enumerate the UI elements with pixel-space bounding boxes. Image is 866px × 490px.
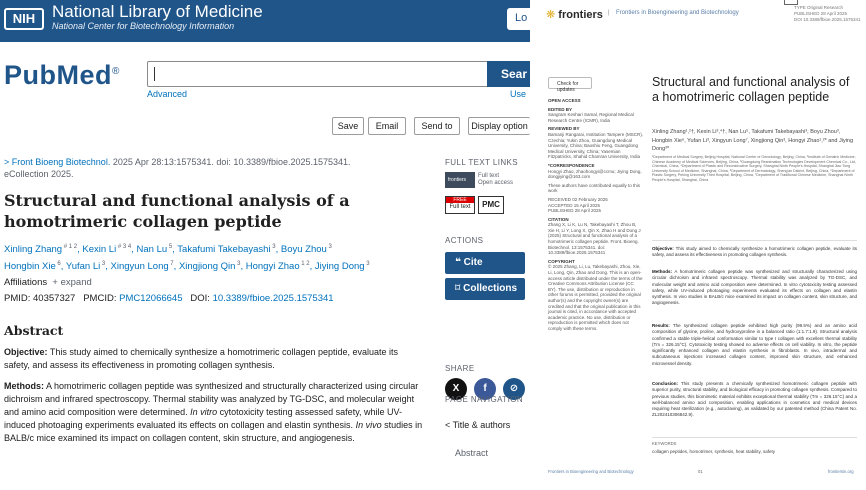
x-share-icon[interactable]: X xyxy=(445,378,467,400)
author-line-2: Hongbin Xie $^6$, Yufan Li $^3$, Xingyun Long $^7$, Xingjiong Qin $^3$, Hongyi Zhao $^{1 2}$, Jiying Dong $^3$ xyxy=(4,261,370,273)
abstract-heading: Abstract xyxy=(4,323,64,338)
author-affiliation-number: 6 xyxy=(55,261,61,268)
pdf-citation: Zhang X, Li K, Lu N, Takebayashi T, Zhou B, Xie H, Li Y, Long X, Qin X, Zhao H and Dong J (2025) Structural and functional analysis of a homotrimeric collagen peptide. Front. Bioeng. Biotechnol. 13:1575341. doi: 10.3389/fbioe.2025.1575341 xyxy=(548,222,641,256)
pmcid-link[interactable]: PMC12066645 xyxy=(119,293,183,304)
article-title: Structural and functional analysis of a homotrimeric collagen peptide xyxy=(4,191,350,231)
article-meta xyxy=(794,5,866,23)
doi-link[interactable]: 10.3389/fbioe.2025.1575341 xyxy=(212,293,334,304)
registered-mark: ® xyxy=(112,66,120,77)
author-link[interactable] xyxy=(4,261,61,272)
pdf-footer-journal: Frontiers in Bioengineering and Biotechnology xyxy=(548,469,634,474)
objective-text: This study aimed to chemically synthesize a homotrimeric collagen peptide, evaluate its safety, and assess its effectiveness in promoting collagen synthesis. xyxy=(4,347,399,370)
methods-text-b: cytotoxicity testing assessed safety, while UV-induced photoaging experiments evaluated its effects on collagen and elastin synthesis. xyxy=(4,407,403,430)
author-affiliation-number: 1 2 xyxy=(299,261,310,268)
citation-details: 2025 Apr 28:13:1575341. doi: 10.3389/fbioe.2025.1575341. xyxy=(110,157,351,167)
pdf-meta-column xyxy=(548,98,643,332)
author-affiliation-number: 3 xyxy=(364,261,370,268)
pubmed-logo-pub: Pub xyxy=(4,60,57,90)
free-badge: FREE xyxy=(446,197,474,203)
author-link[interactable] xyxy=(137,244,173,255)
methods-label: Methods: xyxy=(4,381,44,391)
author-link[interactable] xyxy=(66,261,105,272)
display-options-button[interactable]: Display option xyxy=(468,117,530,135)
pdf-objective xyxy=(652,246,857,259)
open-access-heading: OPEN ACCESS xyxy=(548,98,581,103)
author-link[interactable] xyxy=(111,261,174,272)
frontiers-logo xyxy=(546,8,603,21)
identifiers xyxy=(4,293,334,304)
affiliations-label: Affiliations xyxy=(4,277,48,288)
citation xyxy=(4,156,424,180)
expand-toggle[interactable]: + expand xyxy=(52,277,92,288)
divider xyxy=(652,240,857,241)
received-date: RECEIVED 02 February 2025 xyxy=(548,196,608,202)
copyright: © 2025 Zhang, Li, Lu, Takebayashi, Zhou, Xie, Li, Long, Qin, Zhao and Dong. This is an open-access article distributed under the terms of the Creative Commons Attribution License (CC BY). The use, distribution or reproduction in other forums is permitted, provided the original author(s) and the copyright owner(s) are credited and that the original publication in this journal is cited, in accordance with accepted academic practice. No use, distribution or reproduction is permitted which does not comply with these terms. xyxy=(548,264,643,331)
author-name: Kexin Li xyxy=(82,244,117,256)
published-date: PUBLISHED 28 April 2025 xyxy=(548,208,602,214)
author-name: Boyu Zhou xyxy=(280,244,327,256)
open-access-label xyxy=(478,173,513,187)
reviewed-by: Bamanji Rangarai, Institution Tampere (MSCR), Czechia; Yukin Zhou, Guangdong Medical University, China; Baoshiu Feng, Guangdong Medical University, China; Yasemian Fitzpatricks, Shahid Chamran University, India xyxy=(548,131,643,160)
author-affiliation-number: 3 xyxy=(235,261,241,268)
accepted-date: ACCEPTED 15 April 2025 xyxy=(548,202,601,208)
author-link[interactable] xyxy=(82,244,131,255)
journal-link[interactable]: > Front Bioeng Biotechnol. xyxy=(4,157,111,167)
author-name: Jiying Dong xyxy=(314,261,365,273)
affiliations[interactable] xyxy=(4,277,92,288)
author-link[interactable] xyxy=(179,261,241,272)
pdf-results-text: The synthesized collagen peptide exhibited high purity (99.5%) and an amino acid composition of glycine, proline, and hydroxyproline in a balanced ratio (1:1.7:1.9). Structural analysis confirmed a stable triple-helical conformation similar to type I collagen with excellent thermal stability (Tm = 326.15°C). Cytotoxicity testing showed no adverse effects on cell viability. In vitro, the peptide significantly enhanced collagen and elastin synthesis in fibroblasts. In vivo, intradermal and subcutaneous injections increased collagen content, improved skin structure, and enhanced microvessel density. xyxy=(652,323,858,366)
pdf-methods xyxy=(652,269,857,307)
methods-italic-a: In vitro xyxy=(190,407,218,417)
free-fulltext-label: Full text xyxy=(449,204,471,210)
email-button[interactable]: Email xyxy=(368,117,406,135)
author-affiliation-number: 5 xyxy=(167,244,173,250)
keywords-heading: KEYWORDS xyxy=(652,441,677,446)
pdf-footer-site: frontiersin.org xyxy=(828,469,854,474)
pmid: PMID: 40357327 xyxy=(4,293,76,304)
keywords: collagen peptides, homotrimer, synthesis, heat stability, safety xyxy=(652,449,775,454)
pdf-preview xyxy=(538,0,866,490)
abstract-objective xyxy=(4,346,424,372)
pdf-title: Structural and functional analysis of a homotrimeric collagen peptide xyxy=(652,75,850,104)
pdf-methods-label: Methods: xyxy=(652,269,672,274)
actions-heading: ACTIONS xyxy=(445,236,484,245)
methods-text-a: A homotrimeric collagen peptide was synthesized and structurally characterized using circular dichroism and infrared spectroscopy. Thermal stability was analyzed by TG-DSC, and molecular weight and amino acid composition were determined. xyxy=(4,381,419,417)
journal-name: Frontiers in Bioengineering and Biotechnology xyxy=(616,10,739,16)
divider xyxy=(652,437,857,438)
login-button[interactable]: Lo xyxy=(507,8,530,30)
search-button[interactable]: Sear xyxy=(487,61,530,87)
author-line-1: Xinling Zhang $^{\# 1 2}$, Kexin Li $^{\# 3 4}$, Nan Lu $^5$, Takafumi Takebayashi $^3$, Boyu Zhou $^3$ xyxy=(4,244,332,256)
pdf-affiliations: ¹Department of Medical Surgery, Beijing Hospital, National Center of Gerontology, Beijing, China, ²Institute of Geriatric Medicine, Chinese Academy of Medical Sciences, Beijing, China, ³Guangdong Reanimation Technologies Development Chemical Co., Ltd, Chemical, China, ⁴Department of Plastic and Reconstructive Surgery, Shanghai Ninth People's Hospital, Shanghai Jiao Tong University School of Medicine, Shanghai, China, ⁵Department of Dermatology, Sheng'an District, Beijing, China, ⁶Department of Plastic Surgery, Peking University Third Hospital, Beijing, China, ⁷Department of Traditional Chinese Medicine, Shanghai Ninth People's Hospital, Shanghai, China xyxy=(652,155,856,182)
edited-by: Sangram Keshari Samal, Regional Medical Research Centre (ICMR), India xyxy=(548,112,634,123)
header-separator: | xyxy=(608,10,610,16)
pdf-authors: Xinling Zhang¹,²†, Kexin Li³,⁴†, Nan Lu⁵, Takafumi Takebayashi³, Boyu Zhou³, Hongbin Xie⁶, Yufan Li³, Xingyun Long⁷, Xingjiong Qin³, Hongyi Zhao¹,²* and Jiying Dong³* xyxy=(652,129,854,152)
methods-text-c: studies in BALB/c mice examined its impact on collagen content, skin structure, and angiogenesis. xyxy=(4,420,423,443)
author-list xyxy=(4,240,424,274)
author-name: Hongyi Zhao xyxy=(245,261,300,273)
send-to-button[interactable]: Send to xyxy=(414,117,460,135)
pdf-objective-label: Objective: xyxy=(652,246,674,251)
author-link[interactable] xyxy=(177,244,275,255)
equal-contribution-note: These authors have contributed equally to this work xyxy=(548,182,641,194)
author-name: Xinling Zhang xyxy=(4,244,63,256)
nlm-header xyxy=(0,0,530,42)
advanced-search-link[interactable]: Advanced xyxy=(147,89,188,99)
nav-abstract[interactable]: Abstract xyxy=(455,448,489,458)
nav-title-authors[interactable]: < Title & authors xyxy=(445,420,511,430)
save-button[interactable]: Save xyxy=(332,117,364,135)
full-text-links-heading: FULL TEXT LINKS xyxy=(445,158,518,167)
author-affiliation-number: # 3 4 xyxy=(116,244,132,250)
author-link[interactable] xyxy=(315,261,370,272)
copyright-heading: COPYRIGHT xyxy=(548,258,575,264)
pdf-page-number: 01 xyxy=(698,469,703,474)
author-name: Takafumi Takebayashi xyxy=(177,244,271,256)
nih-logo[interactable]: NIH xyxy=(4,8,44,30)
meta-type: TYPE Original Research xyxy=(794,5,844,10)
nlm-subtitle: National Center for Biotechnology Information xyxy=(52,21,235,31)
pdf-conclusion-text: This study presents a chemically synthesized homotrimeric collagen peptide with superior purity, structural stability, and biological efficacy in promoting collagen synthesis. Compared to previous studies, this biomimetic material exhibits exceptional thermal stability (Tm = 326.15°C) and a well-balanced amino acid composition, enabling applications in cosmetics and medical devices requiring heat sterilization (e.g., autoclaving), as validated by our patented method (China Patent No. ZL202410306842.9). xyxy=(652,381,858,418)
user-guide-link[interactable]: Use xyxy=(510,89,527,99)
correspondence: Hongyi Zhao, zhaohongyi@ccmu; Jiying Dong, dongjiying@163.com xyxy=(548,168,642,180)
author-name: Nan Lu xyxy=(136,244,168,256)
edited-by-heading: EDITED BY xyxy=(548,106,573,112)
oa-line2: Open access xyxy=(478,180,514,186)
pdf-objective-text: This study aimed to chemically synthesize a homotrimeric collagen peptide, evaluate its safety, and assess its effectiveness in promoting collagen synthesis. xyxy=(652,246,857,258)
author-link[interactable] xyxy=(281,244,332,255)
text-caret xyxy=(154,67,155,81)
facebook-share-icon[interactable]: f xyxy=(474,378,496,400)
author-name: Xingyun Long xyxy=(110,261,169,273)
page-navigation-heading: PAGE NAVIGATION xyxy=(445,395,524,404)
oa-line1: Full text xyxy=(478,173,500,179)
author-link[interactable] xyxy=(4,244,77,255)
author-affiliation-number: 3 xyxy=(326,244,332,250)
author-link[interactable] xyxy=(246,261,310,272)
author-affiliation-number: # 1 2 xyxy=(62,244,78,250)
pdf-methods-text: A homotrimeric collagen peptide was synthesized and structurally characterized using circular dichroism and infrared spectroscopy. Thermal stability was analyzed by TG-DSC, and molecular weight and amino acid composition were determined. In vitro cytotoxicity testing assessed safety, while UV-induced photoaging experiments evaluated its effects on collagen and elastin synthesis. In vivo studies in BALB/c mice examined its impact on collagen content, skin structure, and angiogenesis. xyxy=(652,269,857,306)
author-name: Yufan Li xyxy=(65,261,101,273)
methods-italic-b: In vivo xyxy=(355,420,382,430)
reviewed-by-heading: REVIEWED BY xyxy=(548,126,580,132)
pdf-results xyxy=(652,323,857,367)
author-affiliation-number: 3 xyxy=(100,261,106,268)
pmcid-label: PMCID: xyxy=(83,293,117,304)
citation-ecollection: eCollection 2025. xyxy=(4,169,74,179)
cite-button[interactable]: ❝ Cite xyxy=(445,252,525,274)
frontiers-wordmark: frontiers xyxy=(558,9,603,21)
frontiers-fulltext-link[interactable]: frontiers xyxy=(445,172,475,188)
author-name: Hongbin Xie xyxy=(4,261,56,273)
correspondence-heading: *CORRESPONDENCE xyxy=(548,162,595,168)
pdf-results-label: Results: xyxy=(652,323,670,328)
meta-published: PUBLISHED 28 April 2025 xyxy=(794,11,848,16)
nlm-title[interactable]: National Library of Medicine xyxy=(52,2,263,21)
abstract-methods xyxy=(4,380,424,445)
collections-button[interactable]: ⌑ Collections xyxy=(445,278,525,300)
pmc-link[interactable]: PMC xyxy=(478,196,504,214)
pdf-conclusion xyxy=(652,381,857,419)
pubmed-logo[interactable] xyxy=(4,60,120,91)
meta-doi: DOI 10.3389/fbioe.2025.1575341 xyxy=(794,17,861,22)
author-name: Xingjiong Qin xyxy=(178,261,236,273)
objective-label: Objective: xyxy=(4,347,48,357)
doi-label: DOI: xyxy=(190,293,210,304)
copy-link-icon[interactable]: ⊘ xyxy=(503,378,525,400)
author-affiliation-number: 7 xyxy=(168,261,174,268)
author-affiliation-number: 3 xyxy=(270,244,276,250)
check-for-updates-badge[interactable]: Check for updates xyxy=(548,77,592,89)
pdf-conclusion-label: Conclusion: xyxy=(652,381,678,386)
share-heading: SHARE xyxy=(445,364,475,373)
free-fulltext-link[interactable] xyxy=(445,196,475,214)
pubmed-logo-med: Med xyxy=(56,60,112,90)
citation-heading: CITATION xyxy=(548,216,569,222)
search-input[interactable] xyxy=(147,61,497,87)
frontiers-mark-icon: ❋ xyxy=(546,9,556,21)
